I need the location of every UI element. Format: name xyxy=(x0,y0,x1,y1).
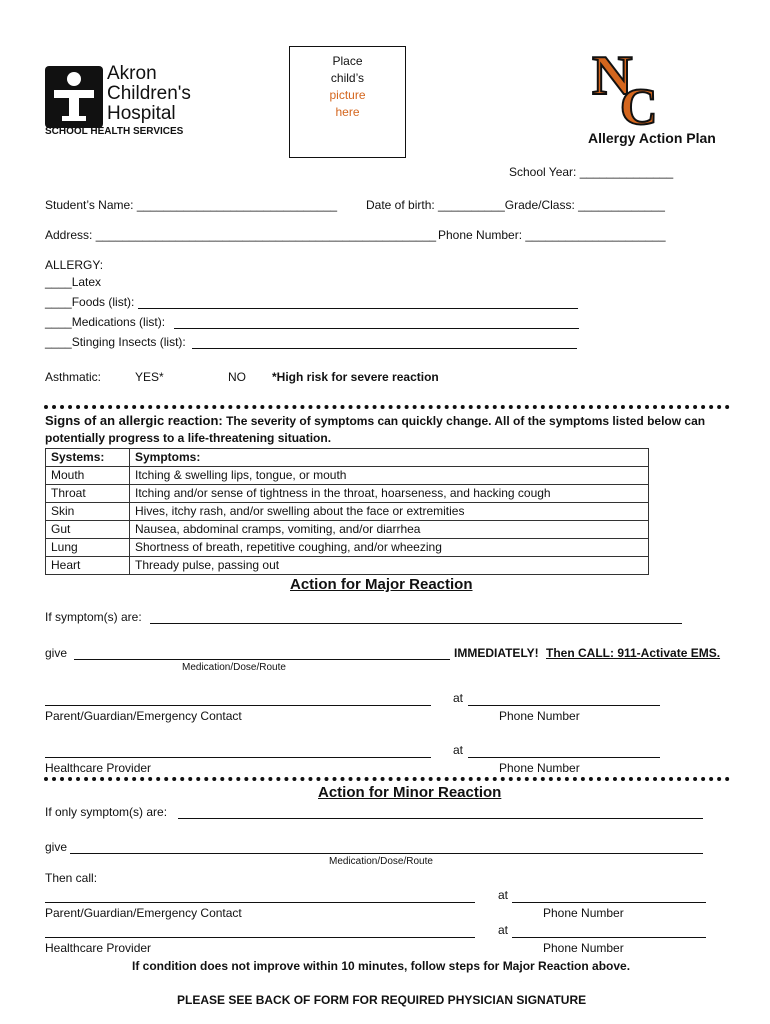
signs-description: The severity of symptoms can quickly change. All of the symptoms listed below can xyxy=(226,414,706,428)
major-if-symptoms: If symptom(s) are: xyxy=(45,610,142,624)
table-row xyxy=(46,485,649,503)
photo-line-1: Place xyxy=(332,54,363,68)
systems-header: Systems: xyxy=(46,449,130,467)
symptoms-table xyxy=(45,448,649,575)
major-immediately: IMMEDIATELY! xyxy=(454,646,539,660)
minor-med-caption: Medication/Dose/Route xyxy=(329,856,433,867)
allergy-heading: ALLERGY: xyxy=(45,258,104,272)
system-cell: Lung xyxy=(46,539,130,557)
svg-text:C: C xyxy=(620,79,658,128)
asthmatic-label: Asthmatic: xyxy=(45,370,102,384)
logo-line-3: Hospital xyxy=(107,103,176,124)
nc-logo-icon xyxy=(588,44,672,128)
table-row xyxy=(46,557,649,575)
allergy-insects[interactable]: ____Stinging Insects (list): xyxy=(45,335,186,349)
major-symptoms-line[interactable] xyxy=(150,623,682,624)
major-contact-label: Parent/Guardian/Emergency Contact xyxy=(45,709,242,723)
photo-line-3: picture xyxy=(329,88,366,102)
allergy-medications[interactable]: ____Medications (list): xyxy=(45,315,166,329)
photo-box xyxy=(289,46,406,158)
minor-provider-line[interactable] xyxy=(45,937,475,938)
minor-provider-phone-label: Phone Number xyxy=(543,941,624,955)
minor-symptoms-line[interactable] xyxy=(178,818,703,819)
table-header xyxy=(46,449,649,467)
minor-footer-note: If condition does not improve within 10 minutes, follow steps for Major Reaction above. xyxy=(132,959,631,973)
minor-title: Action for Minor Reaction xyxy=(318,784,502,801)
insects-line[interactable] xyxy=(192,348,577,349)
major-med-caption: Medication/Dose/Route xyxy=(182,662,286,673)
minor-then-call: Then call: xyxy=(45,871,98,885)
address-field[interactable]: Address: ___________________________________________________ xyxy=(45,228,437,242)
minor-contact-label: Parent/Guardian/Emergency Contact xyxy=(45,906,242,920)
system-cell: Mouth xyxy=(46,467,130,485)
minor-contact-phone-line[interactable] xyxy=(512,902,706,903)
minor-provider-label: Healthcare Provider xyxy=(45,941,152,955)
school-health-services: SCHOOL HEALTH SERVICES xyxy=(45,126,184,137)
divider-1 xyxy=(44,405,730,409)
table-row xyxy=(46,539,649,557)
major-then-call: Then CALL: 911-Activate EMS. xyxy=(546,646,721,660)
akron-logo-icon xyxy=(45,66,103,128)
major-contact-line[interactable] xyxy=(45,705,431,706)
major-provider-at: at xyxy=(453,743,464,757)
major-provider-phone-line[interactable] xyxy=(468,757,660,758)
symptom-cell: Thready pulse, passing out xyxy=(130,557,649,575)
footer-note: PLEASE SEE BACK OF FORM FOR REQUIRED PHYSICIAN SIGNATURE xyxy=(177,993,587,1007)
medications-line[interactable] xyxy=(174,328,579,329)
symptom-cell: Shortness of breath, repetitive coughing, and/or wheezing xyxy=(130,539,649,557)
signs-heading: Signs of an allergic reaction: xyxy=(45,413,223,428)
major-contact-phone-line[interactable] xyxy=(468,705,660,706)
minor-give-line[interactable] xyxy=(70,853,703,854)
minor-if-only: If only symptom(s) are: xyxy=(45,805,168,819)
form-title: Allergy Action Plan xyxy=(588,130,716,146)
minor-contact-at: at xyxy=(498,888,509,902)
divider-2 xyxy=(44,777,730,781)
allergy-foods[interactable]: ____Foods (list): xyxy=(45,295,135,309)
major-provider-line[interactable] xyxy=(45,757,431,758)
signs-text xyxy=(45,413,705,428)
minor-provider-phone-line[interactable] xyxy=(512,937,706,938)
student-name-field[interactable]: Student’s Name: ______________________________ xyxy=(45,198,338,212)
symptom-cell: Itching and/or sense of tightness in the throat, hoarseness, and hacking cough xyxy=(130,485,649,503)
logo-line-1: Akron xyxy=(107,63,157,84)
symptom-cell: Nausea, abdominal cramps, vomiting, and/or diarrhea xyxy=(130,521,649,539)
major-contact-at: at xyxy=(453,691,464,705)
minor-contact-phone-label: Phone Number xyxy=(543,906,624,920)
table-row xyxy=(46,467,649,485)
symptom-cell: Itching & swelling lips, tongue, or mouth xyxy=(130,467,649,485)
major-title: Action for Major Reaction xyxy=(290,576,473,593)
minor-provider-at: at xyxy=(498,923,509,937)
photo-line-4: here xyxy=(335,105,360,119)
asthmatic-yes[interactable]: YES* xyxy=(135,370,164,384)
photo-line-2: child’s xyxy=(330,71,365,85)
school-year-field[interactable]: School Year: ______________ xyxy=(509,165,674,179)
phone-field[interactable]: Phone Number: _____________________ xyxy=(438,228,666,242)
table-row xyxy=(46,521,649,539)
dob-grade-field[interactable]: Date of birth: __________Grade/Class: _____________ xyxy=(366,198,665,212)
system-cell: Skin xyxy=(46,503,130,521)
major-provider-phone-label: Phone Number xyxy=(499,761,580,775)
system-cell: Heart xyxy=(46,557,130,575)
minor-contact-line[interactable] xyxy=(45,902,475,903)
logo-line-2: Children's xyxy=(107,83,191,104)
foods-line[interactable] xyxy=(138,308,578,309)
asthmatic-note: *High risk for severe reaction xyxy=(272,370,439,384)
table-row xyxy=(46,503,649,521)
svg-text:N: N xyxy=(592,45,633,107)
allergy-latex[interactable]: ____Latex xyxy=(45,275,102,289)
major-give-line[interactable] xyxy=(74,659,450,660)
signs-description-2: potentially progress to a life-threatening situation. xyxy=(45,431,332,445)
major-contact-phone-label: Phone Number xyxy=(499,709,580,723)
minor-give: give xyxy=(45,840,68,854)
system-cell: Gut xyxy=(46,521,130,539)
symptom-cell: Hives, itchy rash, and/or swelling about the face or extremities xyxy=(130,503,649,521)
major-give: give xyxy=(45,646,68,660)
major-provider-label: Healthcare Provider xyxy=(45,761,152,775)
symptoms-header: Symptoms: xyxy=(130,449,649,467)
asthmatic-no[interactable]: NO xyxy=(228,370,246,384)
system-cell: Throat xyxy=(46,485,130,503)
